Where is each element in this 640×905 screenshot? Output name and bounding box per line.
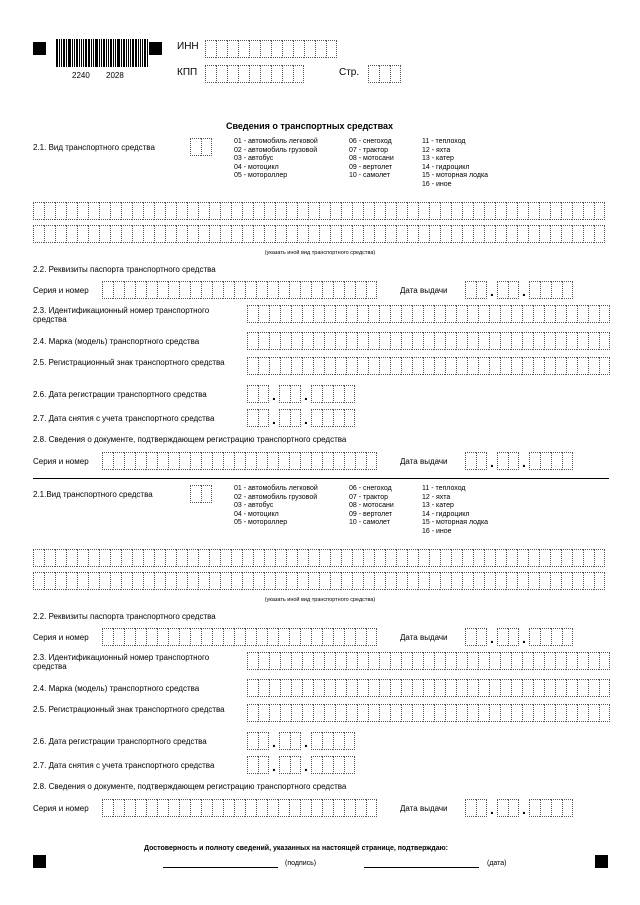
kpp-label: КПП bbox=[177, 67, 198, 78]
vehicle-type-code-item: 04 - мотоцикл bbox=[234, 163, 279, 171]
vehicle-type-code-item: 07 - трактор bbox=[349, 146, 389, 154]
regnum-label: 2.5. Регистрационный знак транспортного средства bbox=[33, 705, 225, 714]
registration-date-day[interactable] bbox=[247, 385, 269, 403]
barcode bbox=[56, 39, 149, 67]
vehicle-type-code-item: 15 - моторная лодка bbox=[422, 172, 489, 180]
passport-issue-date-day[interactable] bbox=[465, 628, 487, 646]
document-issue-date-sep-2: . bbox=[522, 454, 526, 470]
vin-field[interactable] bbox=[247, 305, 610, 323]
registration-document-label: 2.8. Сведения о документе, подтверждающем регистрацию транспортного средства bbox=[33, 435, 347, 444]
vehicle-type-codes-col3 bbox=[422, 485, 488, 537]
deregistration-date-sep-1: . bbox=[272, 411, 276, 427]
document-series-label: Серия и номер bbox=[33, 804, 89, 813]
corner-marker-bottom-right bbox=[595, 855, 608, 868]
vehicle-passport-label: 2.2. Реквизиты паспорта транспортного средства bbox=[33, 612, 216, 621]
vehicle-type-code-item: 08 - мотосани bbox=[349, 502, 394, 510]
vehicle-type-code-item: 09 - вертолет bbox=[349, 510, 393, 518]
document-issue-date-sep-2: . bbox=[522, 801, 526, 817]
deregistration-date-label: 2.7. Дата снятия с учета транспортного средства bbox=[33, 761, 215, 770]
passport-issue-date-year[interactable] bbox=[529, 628, 573, 646]
vehicle-type-code-item: 05 - мотороллер bbox=[234, 519, 288, 527]
vehicle-type-code-item: 07 - трактор bbox=[349, 493, 389, 501]
regnum-field[interactable] bbox=[247, 357, 610, 375]
registration-date-day[interactable] bbox=[247, 732, 269, 750]
vehicle-type-code-item: 16 - иное bbox=[422, 527, 452, 535]
vehicle-type-code-item: 12 - яхта bbox=[422, 146, 451, 154]
inn-label: ИНН bbox=[177, 41, 199, 52]
regnum-field[interactable] bbox=[247, 704, 610, 722]
document-issue-date-label: Дата выдачи bbox=[400, 804, 448, 813]
vehicle-type-code-item: 01 - автомобиль легковой bbox=[234, 485, 318, 492]
passport-issue-date-sep-1: . bbox=[490, 630, 494, 646]
document-issue-date-day[interactable] bbox=[465, 799, 487, 817]
page-number-field[interactable] bbox=[368, 65, 401, 83]
registration-date-month[interactable] bbox=[279, 385, 301, 403]
vehicle-type-code-item: 13 - катер bbox=[422, 155, 454, 163]
model-field[interactable] bbox=[247, 679, 610, 697]
deregistration-date-sep-1: . bbox=[272, 758, 276, 774]
vin-field[interactable] bbox=[247, 652, 610, 670]
date-line[interactable] bbox=[364, 867, 479, 868]
vehicle-type-code-item: 14 - гидроцикл bbox=[422, 163, 470, 171]
vehicle-type-codes-col1 bbox=[234, 138, 318, 181]
passport-issue-date-label: Дата выдачи bbox=[400, 633, 448, 642]
registration-date-label: 2.6. Дата регистрации транспортного средства bbox=[33, 390, 207, 399]
document-issue-date-label: Дата выдачи bbox=[400, 457, 448, 466]
vehicle-type-code-item: 02 - автомобиль грузовой bbox=[234, 146, 318, 154]
block-separator bbox=[33, 478, 609, 479]
registration-date-year[interactable] bbox=[311, 732, 355, 750]
corner-marker-top-right bbox=[149, 42, 162, 55]
vehicle-type-code-item: 03 - автобус bbox=[234, 502, 274, 510]
document-issue-date-month[interactable] bbox=[497, 452, 519, 470]
corner-marker-bottom-left bbox=[33, 855, 46, 868]
deregistration-date-month[interactable] bbox=[279, 756, 301, 774]
vehicle-type-codes-col2 bbox=[349, 485, 394, 528]
passport-issue-date-day[interactable] bbox=[465, 281, 487, 299]
vehicle-type-code-item: 10 - самолет bbox=[349, 519, 390, 527]
document-issue-date-sep-1: . bbox=[490, 801, 494, 817]
vehicle-type-code-item: 11 - теплоход bbox=[422, 485, 466, 492]
vehicle-type-codes-col2 bbox=[349, 138, 394, 181]
page-number-label: Стр. bbox=[339, 67, 360, 78]
model-field[interactable] bbox=[247, 332, 610, 350]
model-label: 2.4. Марка (модель) транспортного средства bbox=[33, 684, 200, 693]
registration-date-sep-1: . bbox=[272, 387, 276, 403]
passport-series-number-field[interactable] bbox=[102, 281, 377, 299]
vehicle-type-code-item: 06 - снегоход bbox=[349, 485, 392, 492]
vehicle-type-code-item: 15 - моторная лодка bbox=[422, 519, 489, 527]
deregistration-date-day[interactable] bbox=[247, 756, 269, 774]
passport-issue-date-sep-1: . bbox=[490, 283, 494, 299]
page-title: Сведения о транспортных средствах bbox=[226, 121, 393, 131]
signature-caption: (подпись) bbox=[285, 860, 317, 867]
vehicle-type-code-item: 14 - гидроцикл bbox=[422, 510, 470, 518]
vehicle-type-code-item: 08 - мотосани bbox=[349, 155, 394, 163]
kpp-field[interactable] bbox=[205, 65, 304, 83]
passport-series-label: Серия и номер bbox=[33, 633, 89, 642]
vehicle-type-codes-col1 bbox=[234, 485, 318, 528]
inn-field[interactable] bbox=[205, 40, 337, 58]
registration-document-label: 2.8. Сведения о документе, подтверждающем регистрацию транспортного средства bbox=[33, 782, 347, 791]
vehicle-type-code-item: 12 - яхта bbox=[422, 493, 451, 501]
vehicle-type-code-item: 10 - самолет bbox=[349, 172, 390, 180]
passport-series-number-field[interactable] bbox=[102, 628, 377, 646]
document-series-label: Серия и номер bbox=[33, 457, 89, 466]
model-label: 2.4. Марка (модель) транспортного средства bbox=[33, 337, 200, 346]
vehicle-type-code-item: 09 - вертолет bbox=[349, 163, 393, 171]
date-caption: (дата) bbox=[487, 860, 507, 867]
registration-date-sep-2: . bbox=[304, 734, 308, 750]
regnum-label: 2.5. Регистрационный знак транспортного средства bbox=[33, 358, 225, 367]
other-vehicle-type-row-1[interactable] bbox=[33, 202, 605, 220]
certification-statement: Достоверность и полноту сведений, указанных на настоящей странице, подтверждаю: bbox=[144, 845, 448, 852]
vin-label: 2.3. Идентификационный номер транспортного средства bbox=[33, 653, 210, 671]
document-issue-date-month[interactable] bbox=[497, 799, 519, 817]
deregistration-date-sep-2: . bbox=[304, 411, 308, 427]
vehicle-type-code-item: 04 - мотоцикл bbox=[234, 510, 279, 518]
registration-date-sep-2: . bbox=[304, 387, 308, 403]
vehicle-type-code-item: 03 - автобус bbox=[234, 155, 274, 163]
registration-date-year[interactable] bbox=[311, 385, 355, 403]
vehicle-type-code[interactable] bbox=[190, 138, 212, 156]
barcode-number-left: 2240 bbox=[72, 71, 90, 80]
vin-label: 2.3. Идентификационный номер транспортного средства bbox=[33, 306, 210, 324]
deregistration-date-year[interactable] bbox=[311, 756, 355, 774]
other-vehicle-type-row-2[interactable] bbox=[33, 225, 605, 243]
other-vehicle-type-row-1[interactable] bbox=[33, 549, 605, 567]
registration-date-month[interactable] bbox=[279, 732, 301, 750]
deregistration-date-year[interactable] bbox=[311, 409, 355, 427]
other-vehicle-type-hint: (указать иной вид транспортного средства) bbox=[264, 597, 376, 603]
passport-issue-date-month[interactable] bbox=[497, 281, 519, 299]
passport-issue-date-sep-2: . bbox=[522, 630, 526, 646]
vehicle-passport-label: 2.2. Реквизиты паспорта транспортного средства bbox=[33, 265, 216, 274]
vehicle-type-code-item: 16 - иное bbox=[422, 180, 452, 188]
vehicle-type-code-item: 13 - катер bbox=[422, 502, 454, 510]
document-series-number-field[interactable] bbox=[102, 452, 377, 470]
vehicle-type-code-item: 05 - мотороллер bbox=[234, 172, 288, 180]
document-series-number-field[interactable] bbox=[102, 799, 377, 817]
vehicle-type-code-item: 11 - теплоход bbox=[422, 138, 466, 145]
corner-marker-top-left bbox=[33, 42, 46, 55]
passport-issue-date-label: Дата выдачи bbox=[400, 286, 448, 295]
passport-series-label: Серия и номер bbox=[33, 286, 89, 295]
deregistration-date-sep-2: . bbox=[304, 758, 308, 774]
document-issue-date-sep-1: . bbox=[490, 454, 494, 470]
registration-date-label: 2.6. Дата регистрации транспортного средства bbox=[33, 737, 207, 746]
vehicle-type-label: 2.1. Вид транспортного средства bbox=[33, 143, 155, 152]
document-issue-date-day[interactable] bbox=[465, 452, 487, 470]
document-issue-date-year[interactable] bbox=[529, 799, 573, 817]
barcode-number-right: 2028 bbox=[106, 71, 124, 80]
passport-issue-date-sep-2: . bbox=[522, 283, 526, 299]
other-vehicle-type-hint: (указать иной вид транспортного средства) bbox=[264, 250, 376, 256]
vehicle-type-code-item: 02 - автомобиль грузовой bbox=[234, 493, 318, 501]
vehicle-type-code[interactable] bbox=[190, 485, 212, 503]
other-vehicle-type-row-2[interactable] bbox=[33, 572, 605, 590]
vehicle-type-codes-col3 bbox=[422, 138, 488, 190]
document-issue-date-year[interactable] bbox=[529, 452, 573, 470]
vehicle-type-code-item: 06 - снегоход bbox=[349, 138, 392, 145]
registration-date-sep-1: . bbox=[272, 734, 276, 750]
vehicle-type-code-item: 01 - автомобиль легковой bbox=[234, 138, 318, 145]
signature-line[interactable] bbox=[163, 867, 278, 868]
deregistration-date-label: 2.7. Дата снятия с учета транспортного средства bbox=[33, 414, 215, 423]
passport-issue-date-year[interactable] bbox=[529, 281, 573, 299]
passport-issue-date-month[interactable] bbox=[497, 628, 519, 646]
deregistration-date-day[interactable] bbox=[247, 409, 269, 427]
vehicle-type-label: 2.1.Вид транспортного средства bbox=[33, 490, 153, 499]
deregistration-date-month[interactable] bbox=[279, 409, 301, 427]
